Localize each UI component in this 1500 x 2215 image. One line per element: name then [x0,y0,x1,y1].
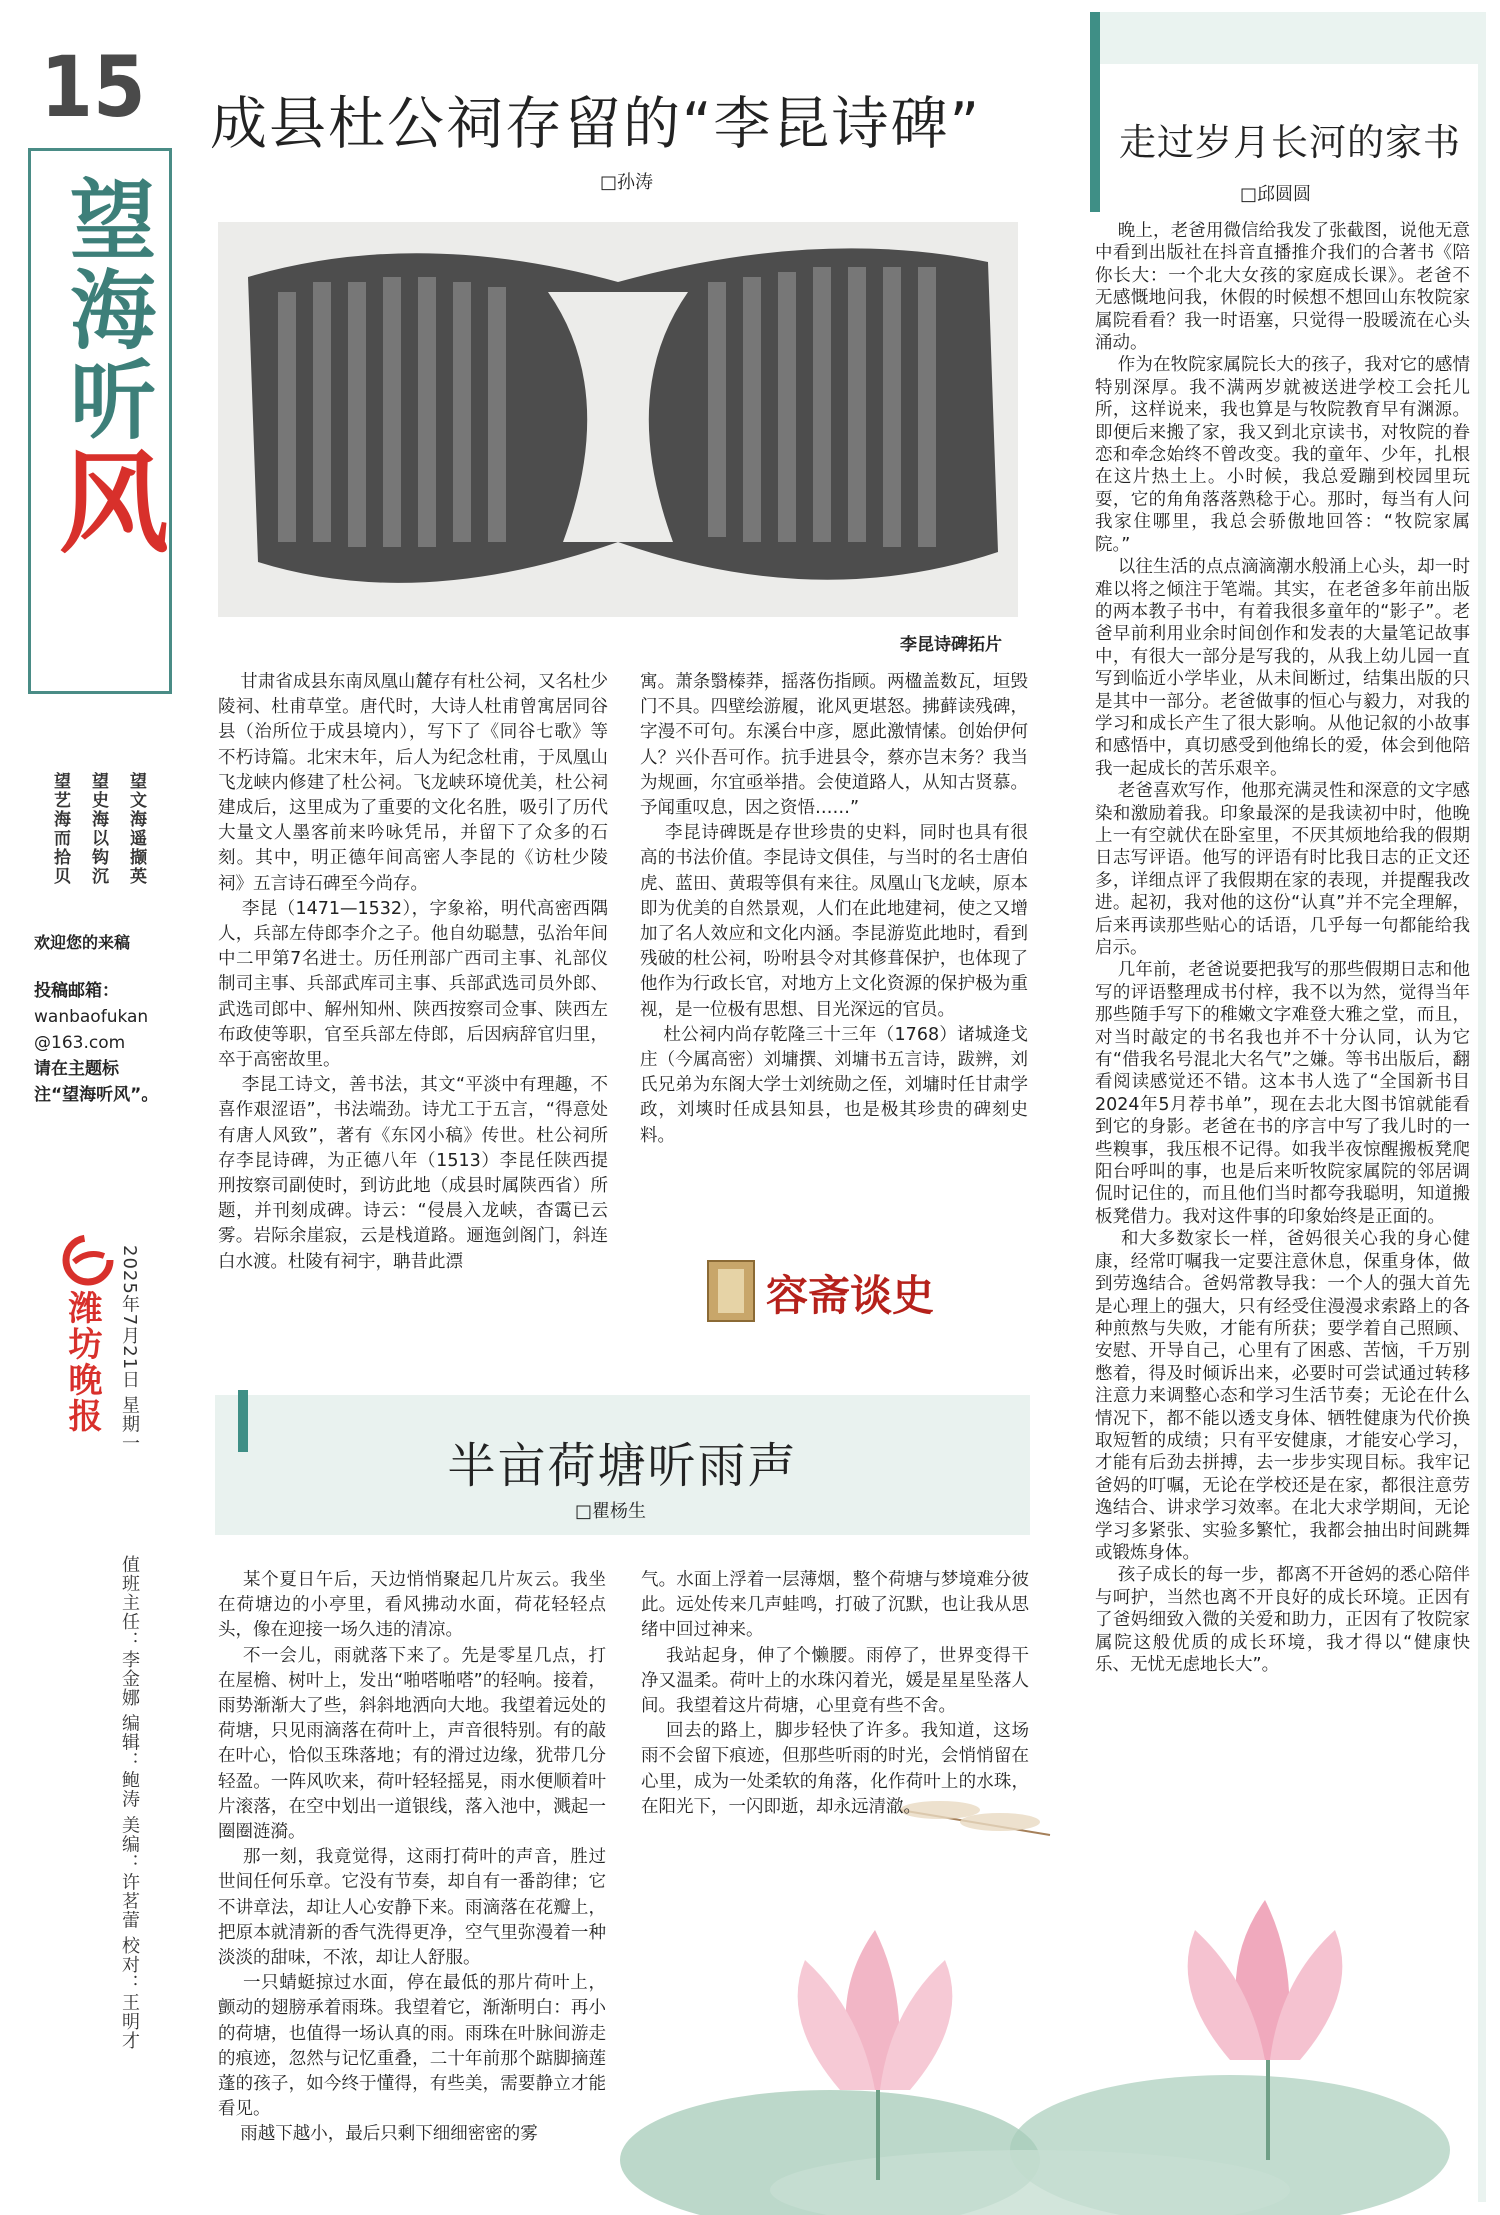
article3-frame-right [1478,12,1486,2202]
lotus-illustration [610,1760,1460,2215]
stele-rubbing-image [218,222,1018,617]
column-name-accent: 风 [41,445,170,559]
email-note: 请在主题标注“望海听风”。 [34,1059,159,1105]
article1-title: 成县杜公祠存留的“李昆诗碑” [210,91,982,157]
article3-frame-top [1090,12,1485,64]
newspaper-name: 潍坊晚报 [62,1290,102,1434]
article2-title: 半亩荷塘听雨声 [447,1438,798,1494]
page-number: 15 [40,38,146,136]
slogan-2: 望史海以钩沉 [88,772,108,886]
email-address[interactable]: wanbaofukan@163.com [34,1007,149,1053]
slogan-3: 望艺海而拾贝 [50,772,70,886]
column-label-block [702,1245,952,1335]
newspaper-logo-icon [60,1232,116,1288]
article1-author: □孙涛 [600,172,654,193]
article1-column-2: 寓。萧条翳榛莽，摇落伤指顾。两楹盖数瓦，垣毁门不具。四壁绘游履，讹风更堪怒。拂藓读残碑，字漫不可句。东溪台中彦，愿此激情愫。创始伊何人？兴仆吾可作。抗手进县令，蔡亦岂末务？我当为规画，尔宜亟举措。会使道路人，从知古贤慕。予闻重叹息，因之资悟……” 李昆诗碑既是存世珍贵的史料，同时也具有很高的书法价值。李昆诗文俱佳，与当时的名士唐伯虎、蓝田、黄瑕等俱有来往。凤凰山飞龙峡，原本即为优美的自然景观，人们在此地建祠，使之又增加了名人效应和文化内涵。李昆游览此地时，看到残破的杜公祠，吩咐县令对其修葺保护，也体现了他作为行政长官，对地方上文化资源的保护极为重视，是一位极有思想、目光深远的官员。 杜公祠内尚存乾隆三十三年（1768）诸城逄戈庄（今属高密）刘墉撰、刘墉书五言诗，跋辨，刘氏兄弟为东阁大学士刘统勋之侄，刘墉时任甘肃学政，刘塽时任成县知县，也是极其珍贵的碑刻史料。 [640,672,1028,1146]
article2-author: □瞿杨生 [575,1501,647,1522]
article3-author: □邱圆圆 [1240,184,1312,205]
welcome-text: 欢迎您的来稿 [34,933,131,952]
column-name-main: 望海听 [55,175,155,445]
email-label: 投稿邮箱： [34,981,119,1001]
column-name [41,175,170,559]
article2-column-2: 气。水面上浮着一层薄烟，整个荷塘与梦境难分彼此。远处传来几声蛙鸣，打破了沉默，也让我从思绪中回过神来。 我站起身，伸了个懒腰。雨停了，世界变得干净又温柔。荷叶上的水珠闪着光，媛是星星坠落人间。我望着这片荷塘，心里竟有些不舍。 回去的路上，脚步轻快了许多。我知道，这场雨不会留下痕迹，但那些听雨的时光，会悄悄留在心里，成为一处柔软的角落，化作荷叶上的水珠，在阳光下，一闪即逝，却永远清澈。 [641,1570,1029,1817]
article2-column-1: 某个夏日午后，天边悄悄聚起几片灰云。我坐在荷塘边的小亭里，看风拂动水面，荷花轻轻点头，像在迎接一场久违的清凉。 不一会儿，雨就落下来了。先是零星几点，打在屋檐、树叶上，发出“啪嗒啪嗒”的轻响。接着，雨势渐渐大了些，斜斜地洒向大地。我望着远处的荷塘，只见雨滴落在荷叶上，声音很特别。有的敲在叶心，恰似玉珠落地；有的滑过边缘，犹带几分轻盈。一阵风吹来，荷叶轻轻摇晃，雨水便顺着叶片滚落，在空中划出一道银线，落入池中，溅起一圈圈涟漪。 那一刻，我竟觉得，这雨打荷叶的声音，胜过世间任何乐章。它没有节奏，却自有一番韵律；它不讲章法，却让人心安静下来。雨滴落在花瓣上，把原本就清新的香气洗得更净，空气里弥漫着一种淡淡的甜味，不浓，却让人舒服。 一只蜻蜓掠过水面，停在最低的那片荷叶上，颤动的翅膀承着雨珠。我望着它，渐渐明白：再小的荷塘，也值得一场认真的雨。雨珠在叶脉间游走的痕迹，忽然与记忆重叠，二十年前那个踮脚摘莲蓬的孩子，如今终于懂得，有些美，需要静立才能看见。 雨越下越小，最后只剩下细细密密的雾 [218,1570,606,2145]
column-label: 容斋谈史 [766,1271,935,1320]
article3-body: 晚上，老爸用微信给我发了张截图，说他无意中看到出版社在抖音直播推介我们的合著书《陪你长大：一个北大女孩的家庭成长课》。老爸不无感慨地问我，休假的时候想不想回山东牧院家属院看看？我一时语塞，只觉得一股暖流在心头涌动。 作为在牧院家属院长大的孩子，我对它的感情特别深厚。我不满两岁就被送进学校工会托儿所，这样说来，我也算是与牧院教育早有渊源。即便后来搬了家，我又到北京读书，对牧院的眷恋和牵念始终不曾改变。我的童年、少年，扎根在这片热土上。小时候，我总爱蹦到校园里玩耍，它的角角落落熟稔于心。那时，每当有人问我家住哪里，我总会骄傲地回答：“牧院家属院。” 以往生活的点点滴滴潮水般涌上心头，却一时难以将之倾注于笔端。其实，在老爸多年前出版的两本教子书中，有着我很多童年的“影子”。老爸早前利用业余时间创作和发表的大量笔记故事中，有很大一部分是写我的，从我上幼儿园一直写到临近小学毕业，从未间断过，结集出版的只是其中一部分。老爸做事的恒心与毅力，对我的学习和成长产生了很大影响。从他记叙的小故事和感悟中，真切感受到他绵长的爱，体会到他陪我一起成长的苦乐艰辛。 老爸喜欢写作，他那充满灵性和深意的文字感染和激励着我。印象最深的是我读初中时，他晚上一有空就伏在卧室里，不厌其烦地给我的假期日志写评语。他写的评语有时比我日志的正文还多，详细点评了我假期在家的表现，并提醒我改进。起初，我对他的这份“认真”并不完全理解，后来再读那些贴心的话语，几乎每一句都能给我启示。 几年前，老爸说要把我写的那些假期日志和他写的评语整理成书付梓，我不以为然，觉得当年那些随手写下的稚嫩文字难登大雅之堂，而且，对当时敲定的书名我也并不十分认同，认为它有“借我名号混北大名气”之嫌。等书出版后，翻看阅读感觉还不错。这本书人选了“全国新书目2024年5月荐书单”，现在去北大图书馆就能看到它的身影。老爸在书的序言中写了我儿时的一些糗事，我压根不记得。如我半夜惊醒搬板凳爬阳台呼叫的事，也是后来听牧院家属院的邻居调侃时记住的，而且他们当时都夸我聪明，知道搬板凳借力。我对这件事的印象始终是正面的。 和大多数家长一样，爸妈很关心我的身心健康，经常叮嘱我一定要注意休息，保重身体，做到劳逸结合。爸妈常教导我：一个人的强大首先是心理上的强大，只有经受住漫漫求索路上的各种煎熬与失败，才能有所获；要学着自己照顾、安慰、开导自己，心里有了困惑、苦恼，千万别憋着，得及时倾诉出来，必要时可尝试通过转移注意力来调整心态和学习生活节奏；无论在什么情况下，都不能以透支身体、牺牲健康为代价换取短暂的成绩；只有平安健康，才能安心学习，才能有后劲去拼搏，去一步步实现目标。我牢记爸妈的叮嘱，无论在学校还是在家，都很注意劳逸结合、讲求学习效率。在北大求学期间，无论学习多紧张、实验多繁忙，我都会抽出时间跳舞或锻炼身体。 孩子成长的每一步，都离不开爸妈的悉心陪伴与呵护，当然也离不开良好的成长环境。正因有了爸妈细致入微的关爱和助力，正因有了牧院家属院这般优质的成长环境，我才得以“健康快乐、无忧无虑地长大”。 [1095,221,1470,1675]
article1-column-1: 甘肃省成县东南凤凰山麓存有杜公祠，又名杜少陵祠、杜甫草堂。唐代时，大诗人杜甫曾寓居同谷县（治所位于成县境内），写下了《同谷七歌》等不朽诗篇。北宋末年，后人为纪念杜甫，于凤凰山飞龙峡内修建了杜公祠。飞龙峡环境优美，杜公祠建成后，这里成为了重要的文化名胜，吸引了历代大量文人墨客前来吟咏凭吊，并留下了众多的石刻。其中，明正德年间高密人李昆的《访杜少陵祠》五言诗石碑至今尚存。 李昆（1471—1532），字象裕，明代高密西隅人，兵部左侍郎李介之子。他自幼聪慧，弘治年间中二甲第7名进士。历任刑部广西司主事、礼部仪制司主事、兵部武库司主事、兵部武选司员外郎、武选司郎中、解州知州、陕西按察司佥事、陕西左布政使等职，官至兵部左侍郎，后因病辞官归里，卒于高密故里。 李昆工诗文，善书法，其文“平淡中有理趣，不喜作艰涩语”，书法端劲。诗尤工于五言，“得意处有唐人风致”，著有《东冈小稿》传世。杜公祠所存李昆诗碑，为正德八年（1513）李昆任陕西提刑按察司副使时，到访此地（成县时属陕西省）所题，并刊刻成碑。诗云：“侵晨入龙峡，杳霭已云雾。岩际余崖寂，云是栈道路。逦迤剑阁门，斜连白水渡。杜陵有祠宇，聃昔此漂 [218,672,608,1272]
issue-date: 2025年7月21日 星期一 [119,1245,140,1453]
book-icon [702,1255,762,1327]
email-block [34,978,164,1108]
slogan-1: 望文海遥撷英 [126,772,146,886]
staff-credits: 值班主任：李金娜 编辑：鲍涛 美编：许茗蕾 校对：王明才 [119,1555,140,2051]
image-caption: 李昆诗碑拓片 [900,635,1002,655]
article3-title: 走过岁月长河的家书 [1119,121,1461,164]
